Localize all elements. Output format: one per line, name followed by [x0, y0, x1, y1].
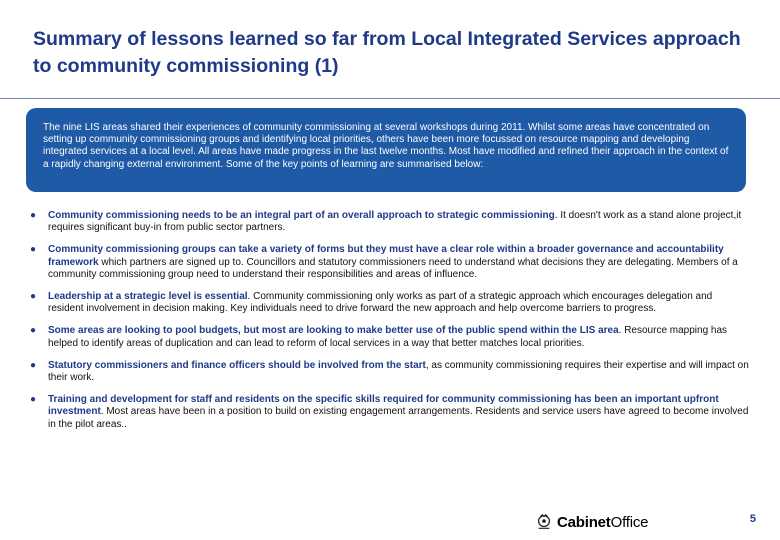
point-heading: Training and development for staff and residents on the specific skills required for community commissioning has been an important upfront investment [48, 394, 719, 418]
point-heading: Community commissioning needs to be an integral part of an overall approach to strategic commissioning [48, 210, 555, 221]
list-item [30, 394, 750, 431]
point-heading: Some areas are looking to pool budgets, but most are looking to make better use of the public spend within the LIS area [48, 325, 619, 337]
point-text: which partners are signed up to. Councillors and statutory commissioners need to understand what decisions they are delegating. Members of a community commissioning group need to understand their responsibilities and areas of influence. [48, 256, 738, 280]
bullet-icon: ● [30, 244, 37, 256]
intro-box [26, 108, 746, 192]
list-item [30, 360, 750, 384]
point-text: . Resource mapping has helped to identify areas of duplication and can lead to reform of local services in a way that better matches local priorities. [48, 325, 728, 349]
bullet-icon: ● [30, 359, 37, 371]
slide-title: Summary of lessons learned so far from Local Integrated Services approach to community commissioning (1) [33, 28, 741, 77]
list-item [30, 244, 750, 281]
point-text: . It doesn't work as a stand alone project,it requires significant buy-in from public sector partners. [48, 210, 742, 234]
list-item [30, 325, 750, 349]
point-text: . Most areas have been in a position to build on existing engagement arrangements. Residents and service users have agreed to become involved in the pilot areas.. [48, 406, 749, 430]
bullet-icon: ● [30, 210, 37, 221]
crest-icon [535, 513, 553, 531]
list-item [30, 210, 750, 234]
point-heading: Community commissioning groups can take a variety of forms but they must have a clear role within a broader governance and accountability framework [48, 244, 724, 268]
cabinet-office-logo [535, 511, 648, 533]
key-points-list [30, 210, 750, 441]
point-heading: Leadership at a strategic level is essential [48, 291, 248, 303]
bullet-icon: ● [30, 325, 37, 337]
bullet-icon: ● [30, 394, 37, 406]
title-divider [0, 98, 780, 99]
point-heading: Statutory commissioners and finance officers should be involved from the start [48, 359, 426, 371]
point-text: , as community commissioning requires their expertise and will impact on their work. [48, 359, 749, 384]
logo-text: CabinetOffice [557, 513, 649, 531]
page-number: 5 [749, 513, 756, 525]
intro-text: The nine LIS areas shared their experiences of community commissioning at several workshops during 2011. Whilst some areas have concentrated on setting up community commissioning groups and identifying local priorities, others have been more focussed on resource mapping and developing integrated services at a local level. All areas have made progress in the last twelve months. Most have modified and refined their approach in the context of a rapidly changing external environment. Some of the key points of learning are summarised below: [43, 122, 729, 170]
list-item [30, 291, 750, 315]
point-text: . Community commissioning only works as part of a strategic approach which encourages delegation and resident involvement in decision making. Key individuals need to drive forward the new approach and help overcome barriers to progress. [48, 291, 713, 315]
bullet-icon: ● [30, 291, 37, 303]
